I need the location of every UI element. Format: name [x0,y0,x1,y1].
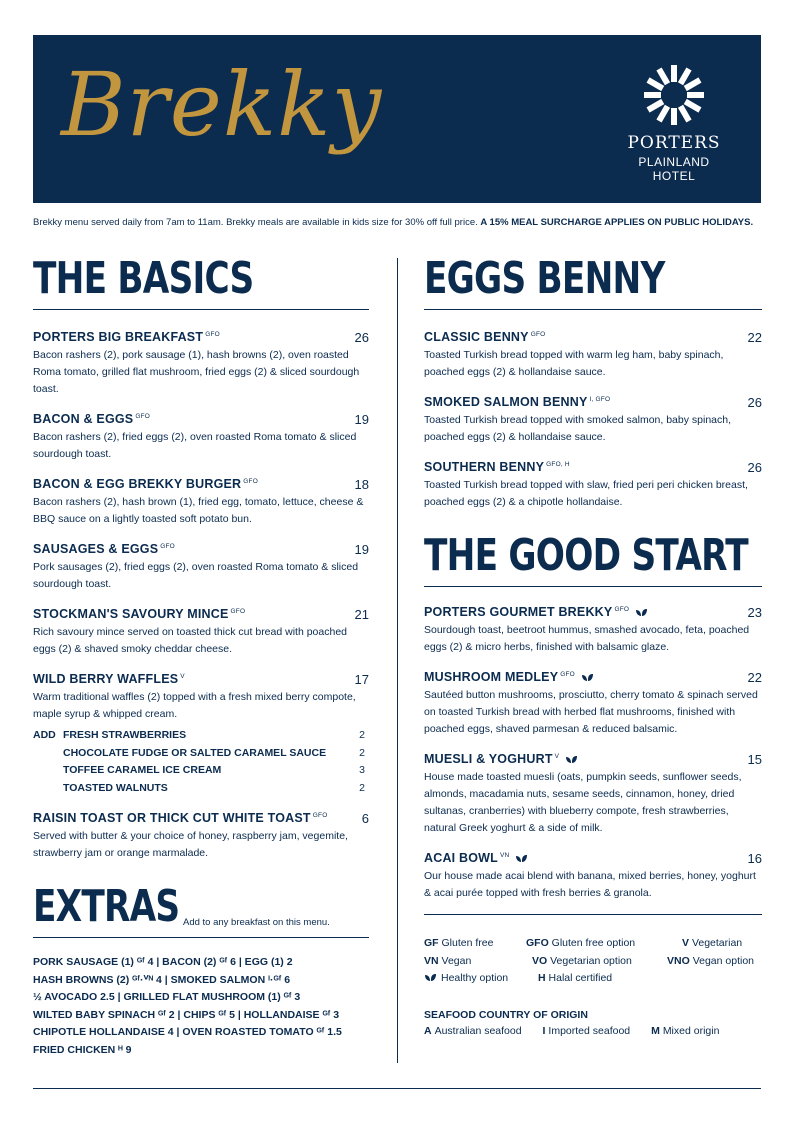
add-on-price: 2 [359,746,365,759]
add-on-price: 3 [359,764,365,776]
legend-h: H Halal certified [538,972,613,984]
add-on-name: TOASTED WALNUTS [63,781,168,794]
extras-header [33,880,369,934]
item-price: 18 [354,477,369,492]
seafood-origin-title: SEAFOOD COUNTRY OF ORIGIN [424,1009,588,1021]
add-on-row [33,729,369,747]
legend-v: V Vegetarian [682,937,743,949]
legend-rule [424,914,762,915]
legend-vno: VNO Vegan option [667,954,754,967]
menu-notice [33,217,753,228]
item-name: ACAI BOWL [424,851,499,865]
healthy-leaf-icon [424,973,437,982]
menu-item [424,851,762,902]
item-price: 22 [747,330,762,345]
seafood-origin-list [424,1025,762,1037]
item-name: SOUTHERN BENNY [424,460,545,474]
legend-vo: VO Vegetarian option [532,954,632,967]
menu-item [424,752,762,837]
add-on-row [33,764,369,782]
menu-item [33,607,369,658]
item-description: Bacon rashers (2), hash brown (1), fried egg, tomato, lettuce, cheese & BBQ sauce on a lightly toasted soft potato bun. [33,496,364,525]
legend-healthy: Healthy option [424,970,508,988]
extras-line: WILTED BABY SPINACH ᴳᶠ 2 | CHIPS ᴳᶠ 5 | HOLLANDAISE ᴳᶠ 3 [33,1008,340,1021]
item-tag: VN [500,852,510,859]
item-name: PORTERS GOURMET BREKKY [424,605,613,619]
logo-subtitle: PLAINLAND HOTEL [638,155,710,183]
item-description: Sautéed button mushrooms, prosciutto, cherry tomato & spinach served on toasted Turkish bread with herbed flat mushrooms, finished with poached eggs, shaved parmesan & reduced balsamic. [424,689,758,735]
menu-item [33,542,369,593]
item-description: Rich savoury mince served on toasted thick cut bread with poached eggs (2) & shaved smoky cheddar cheese. [33,626,348,655]
item-description: Toasted Turkish bread topped with warm leg ham, baby spinach, poached eggs (2) & hollandaise sauce. [424,349,724,378]
item-tag: GFO, H [546,461,570,468]
healthy-leaf-icon [565,755,578,764]
extras-line: ½ AVOCADO 2.5 | GRILLED FLAT MUSHROOM (1) ᴳᶠ 3 [33,991,301,1003]
extras-subtitle: Add to any breakfast on this menu. [183,917,330,928]
item-tag: GFO [312,812,328,819]
item-name: RAISIN TOAST OR THICK CUT WHITE TOAST [33,811,311,825]
item-price: 21 [354,607,369,622]
item-tag: GFO [160,543,175,550]
section-heading-eggs-benny: EGGS BENNY [424,253,665,304]
item-description: Toasted Turkish bread topped with smoked salmon, baby spinach, poached eggs (2) & hollandaise sauce. [424,414,732,443]
section-heading-extras: EXTRAS [33,881,180,932]
extras-line: HASH BROWNS (2) ᴳᶠ·ⱽᴺ 4 | SMOKED SALMON ᴵ·ᴳᶠ 6 [33,973,291,986]
dietary-legend [424,935,762,989]
item-tag: V [554,753,560,760]
menu-item [33,672,369,723]
item-name: PORTERS BIG BREAKFAST [33,330,204,344]
origin-imported: I Imported seafood [542,1025,631,1037]
menu-item [424,670,762,738]
header-banner [33,35,761,203]
item-name: CLASSIC BENNY [424,330,529,344]
item-tag: GFO [230,608,246,615]
section-heading-good-start: THE GOOD START [424,530,748,581]
item-description: Bacon rashers (2), pork sausage (1), hash browns (2), oven roasted Roma tomato, grilled flat mushroom, fried eggs (2) & sliced sourdough toast. [33,349,360,395]
item-tag: GFO [530,331,546,338]
extras-list [33,954,369,1059]
item-name: SMOKED SALMON BENNY [424,395,588,409]
menu-item [33,811,369,862]
notice-text: Brekky menu served daily from 7am to 11am. Brekky meals are available in kids size for 30% off full price. [33,217,481,228]
item-description: House made toasted muesli (oats, pumpkin seeds, sunflower seeds, almonds, macadamia nuts, sesame seeds, cinnamon, honey, dried sultanas, cranberries) with blueberry compote, fresh strawberries, natural Greek yoghurt & a side of milk. [424,771,742,834]
section-rule [33,937,369,938]
add-ons-list [33,729,369,799]
left-column [33,252,369,1059]
legend-gf: GF Gluten free [424,937,494,949]
item-description: Served with butter & your choice of honey, raspberry jam, vegemite, strawberry jam or orange marmalade. [33,830,348,859]
section-heading-basics: THE BASICS [33,253,254,304]
add-on-name: CHOCOLATE FUDGE OR SALTED CARAMEL SAUCE [63,746,327,759]
item-tag: GFO [243,478,258,485]
healthy-leaf-icon [635,608,648,617]
bottom-rule [33,1088,761,1089]
item-tag: GFO [135,413,151,420]
extras-line: PORK SAUSAGE (1) ᴳᶠ 4 | BACON (2) ᴳᶠ 6 | EGG (1) 2 [33,956,293,968]
item-name: BACON & EGG BREKKY BURGER [33,477,242,491]
add-on-name: TOFFEE CARAMEL ICE CREAM [63,764,222,776]
menu-item [424,605,762,656]
item-price: 26 [747,395,762,410]
sunburst-logo-icon [642,63,706,127]
item-description: Warm traditional waffles (2) topped with a fresh mixed berry compote, maple syrup & whipped cream. [33,691,356,720]
item-name: MUESLI & YOGHURT [424,752,553,766]
item-name: SAUSAGES & EGGS [33,542,159,556]
item-description: Our house made acai blend with banana, mixed berries, honey, yoghurt & acai purée topped with fresh berries & granola. [424,870,756,899]
item-tag: GFO [560,671,575,678]
menu-item [424,395,762,446]
menu-item [424,330,762,381]
item-price: 23 [747,605,762,620]
origin-australian: A Australian seafood [424,1025,522,1037]
menu-item [424,460,762,511]
menu-item [33,330,369,398]
item-tag: I, GFO [589,396,611,403]
legend-vn: VN Vegan [424,954,472,967]
add-on-row [33,747,369,765]
item-price: 15 [747,752,762,767]
item-tag: V [180,673,185,680]
healthy-leaf-icon [515,854,528,863]
item-price: 22 [747,670,762,685]
menu-item [33,412,369,463]
item-price: 26 [747,460,762,475]
menu-item [33,477,369,528]
item-name: BACON & EGGS [33,412,134,426]
origin-mixed: M Mixed origin [651,1025,720,1037]
item-tag: GFO [205,331,220,338]
item-description: Pork sausages (2), fried eggs (2), oven roasted Roma tomato & sliced sourdough toast. [33,561,359,590]
porters-logo [619,63,729,183]
add-on-price: 2 [359,729,365,741]
item-price: 17 [354,672,369,687]
extras-line: CHIPOTLE HOLLANDAISE 4 | OVEN ROASTED TOMATO ᴳᶠ 1.5 [33,1026,342,1038]
logo-name: PORTERS [627,133,721,153]
right-column [424,252,762,1037]
column-divider [397,258,398,1063]
notice-surcharge: A 15% MEAL SURCHARGE APPLIES ON PUBLIC HOLIDAYS. [480,217,754,228]
item-name: STOCKMAN'S SAVOURY MINCE [33,607,229,621]
item-price: 16 [747,851,762,866]
item-description: Toasted Turkish bread topped with slaw, fried peri peri chicken breast, poached eggs (2) & a chipotle hollandaise. [424,479,748,508]
item-name: MUSHROOM MEDLEY [424,670,559,684]
item-price: 6 [361,811,369,826]
item-price: 26 [354,330,369,345]
item-price: 19 [354,542,369,557]
item-name: WILD BERRY WAFFLES [33,672,179,686]
add-on-price: 2 [359,781,365,794]
healthy-leaf-icon [581,673,594,682]
add-on-name: FRESH STRAWBERRIES [63,729,187,741]
add-on-row [33,782,369,800]
legend-gfo: GFO Gluten free option [526,937,636,949]
item-description: Sourdough toast, beetroot hummus, smashed avocado, feta, poached eggs (2) & micro herbs, finished with balsamic glaze. [424,624,750,653]
menu-title: Brekky [61,53,383,156]
item-description: Bacon rashers (2), fried eggs (2), oven roasted Roma tomato & sliced sourdough toast. [33,431,357,460]
item-price: 19 [354,412,369,427]
extras-line: FRIED CHICKEN ᴴ 9 [33,1043,132,1056]
item-tag: GFO [614,606,630,613]
add-label: ADD [33,729,56,741]
